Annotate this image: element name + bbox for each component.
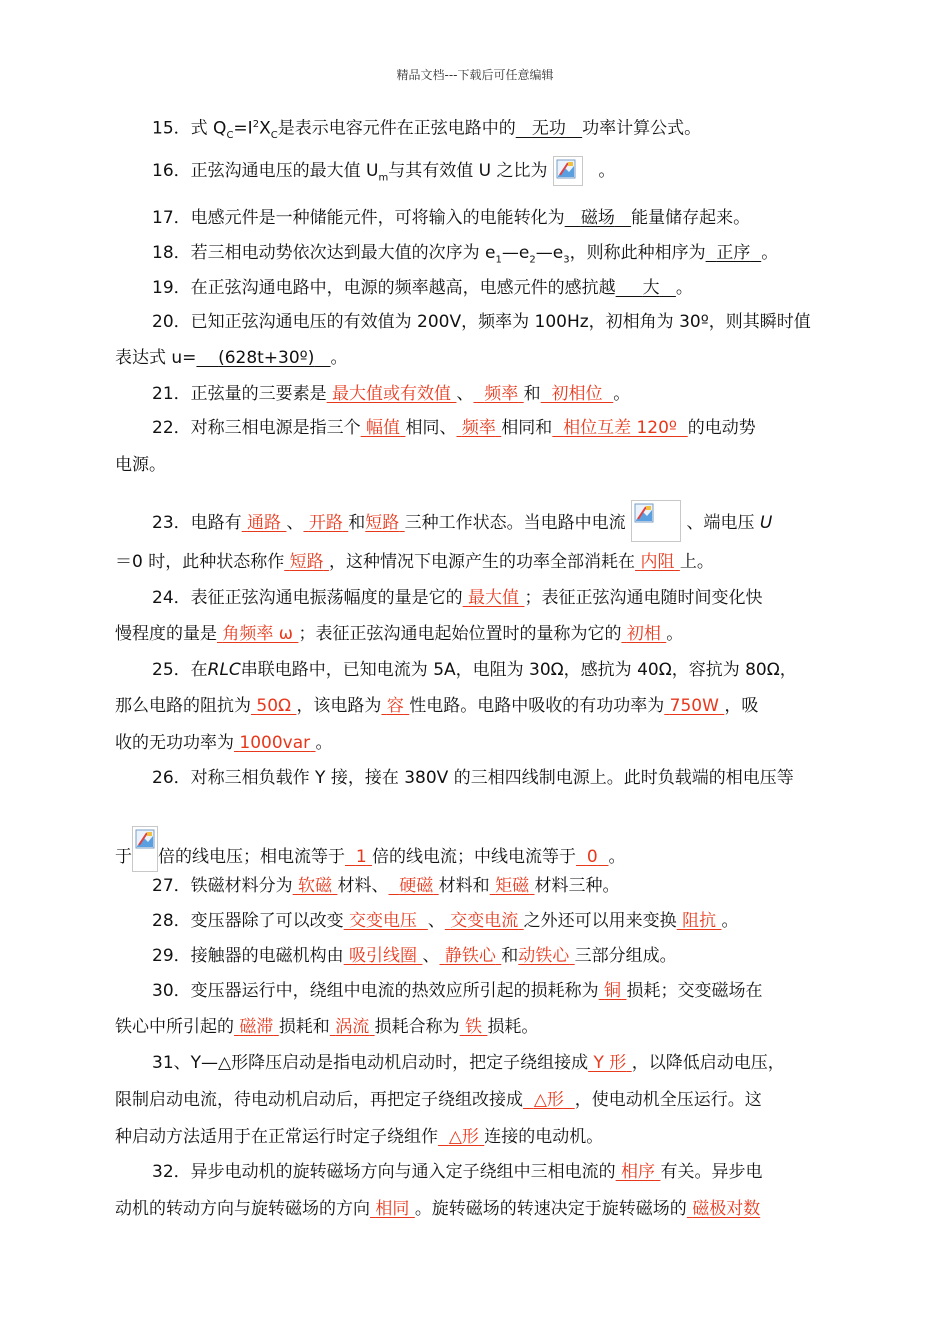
q21-text4: 。: [613, 384, 631, 404]
q15-sub2: C: [270, 130, 278, 142]
q23-text: 电路有: [190, 513, 242, 533]
q29-text4: 三部分组成。: [574, 946, 677, 966]
q24-text: 表征正弦沟通电振荡幅度的量是它的: [190, 588, 463, 608]
q21-text3: 和: [523, 384, 541, 404]
q18-text2: —e: [501, 243, 530, 263]
q29-answer-3: 动铁心: [518, 946, 570, 966]
q18-text5: 。: [761, 243, 779, 263]
q26-number: 26．: [152, 768, 191, 788]
q32-text4: 。旋转磁场的转速决定于旋转磁场的: [414, 1199, 687, 1219]
q17-text2: 能量储存起来。: [631, 208, 751, 228]
q29-line: [152, 944, 677, 968]
q26-text4: 倍的线电流；中线电流等于: [372, 847, 577, 867]
q29-answer-2: 静铁心: [444, 946, 496, 966]
q23-text7: ，这种情况下电源产生的功率全部消耗在: [329, 552, 636, 572]
q30-line-1: [152, 979, 762, 1003]
q16-number: 16．: [152, 161, 191, 181]
q31-line-3: [115, 1125, 603, 1149]
q31-line-2: [115, 1088, 762, 1112]
q29-text3: 和: [501, 946, 519, 966]
q22-line-2: [115, 453, 166, 477]
q27-line: [152, 874, 619, 898]
q30-text2: 损耗；交变磁场在: [626, 981, 763, 1001]
q28-line: [152, 909, 738, 933]
q25-answer-1: 50Ω: [256, 696, 292, 716]
q18-text3: —e: [535, 243, 564, 263]
q30-text5: 损耗合称为: [374, 1017, 460, 1037]
q24-line-1: [152, 586, 762, 610]
q22-text2: 相同、: [405, 418, 457, 438]
q30-answer-4: 铁: [465, 1017, 483, 1037]
q25-text5: 性电路。电路中吸收的有功功率为: [409, 696, 665, 716]
q15-text5: 功率计算公式。: [582, 118, 702, 139]
q25-answer-2: 容: [386, 696, 404, 716]
q25-text: 在: [190, 660, 208, 680]
q25-rlc: RLC: [207, 660, 241, 680]
q21-text2: 、: [456, 384, 474, 404]
q21-number: 21．: [152, 384, 191, 404]
q31-number: 31、: [152, 1053, 191, 1073]
q15-text3: X: [259, 118, 271, 139]
q16-text3: 。: [598, 161, 616, 181]
q32-text3: 动机的转动方向与旋转磁场的方向: [115, 1199, 370, 1219]
q27-text4: 材料三种。: [534, 876, 620, 896]
q28-text: 变压器除了可以改变: [190, 911, 344, 931]
q15-answer-1: 无功: [531, 118, 566, 139]
q31-answer-1: Y 形: [593, 1053, 627, 1073]
q25-line-3: [115, 731, 333, 755]
q26-answer-1: 1: [355, 847, 367, 867]
q28-number: 28．: [152, 911, 191, 931]
q22-text5: 电源。: [115, 455, 166, 475]
q19-text2: 。: [675, 278, 693, 298]
q32-line-1: [152, 1160, 762, 1184]
q17-number: 17．: [152, 208, 191, 228]
q32-number: 32．: [152, 1162, 191, 1182]
q23-answer-4: 短路: [289, 552, 324, 572]
q23-text8: 上。: [679, 552, 714, 572]
q24-number: 24．: [152, 588, 191, 608]
q16-line: [152, 156, 615, 190]
q20-number: 20．: [152, 312, 191, 332]
q17-text: 电感元件是一种储能元件，可将输入的电能转化为: [190, 208, 565, 228]
q26-text3: 倍的线电压；相电流等于: [158, 847, 345, 867]
q25-text8: 。: [315, 733, 333, 753]
q30-answer-2: 磁滞: [239, 1017, 274, 1037]
q31-text: Y—△形降压启动是指电动机启动时，把定子绕组接成: [190, 1053, 589, 1073]
q27-text3: 材料和: [438, 876, 490, 896]
q21-line: [152, 382, 630, 406]
q32-answer-3: 磁极对数: [692, 1199, 761, 1219]
q24-text4: ；表征正弦沟通电起始位置时的量称为它的: [298, 624, 622, 644]
q15-text4: 是表示电容元件在正弦电路中的: [277, 118, 516, 139]
q23-var-u: U: [759, 513, 773, 533]
q28-answer-2: 交变电流: [450, 911, 519, 931]
q15-number: 15．: [152, 118, 191, 139]
page-header: 精品文档---下载后可任意编辑: [396, 68, 554, 82]
q25-text2: 串联电路中，已知电流为 5A，电阻为 30Ω，感抗为 40Ω，容抗为 80Ω，: [240, 660, 797, 680]
q15-line: [152, 113, 701, 148]
q23-answer-5: 内阻: [640, 552, 675, 572]
q28-text2: 、: [427, 911, 445, 931]
q32-line-2: [115, 1197, 760, 1221]
q18-number: 18．: [152, 243, 191, 263]
q16-sub: m: [378, 172, 389, 184]
q30-text4: 损耗和: [278, 1017, 330, 1037]
q21-answer-3: 初相位: [551, 384, 603, 404]
q20-line-2: [115, 346, 348, 370]
q22-answer-1: 幅值: [366, 418, 401, 438]
q24-answer-2: 角频率 ω: [222, 624, 294, 644]
q20-text3: 。: [330, 348, 348, 368]
q30-number: 30．: [152, 981, 191, 1001]
q26-answer-2: 0: [586, 847, 598, 867]
q26-line-2: [115, 826, 626, 872]
q23-answer-3: 短路: [365, 513, 400, 533]
q30-line-2: [115, 1015, 538, 1039]
q19-number: 19．: [152, 278, 191, 298]
q24-text5: 。: [666, 624, 684, 644]
q31-text2: ，以降低启动电压，: [631, 1053, 785, 1073]
q22-answer-2: 频率: [461, 418, 496, 438]
q22-answer-3: 相位互差 120º: [563, 418, 677, 438]
q26-line-1: [152, 766, 794, 790]
q25-text3: 那么电路的阻抗为: [115, 696, 251, 716]
q21-answer-1: 最大值或有效值: [332, 384, 452, 404]
q23-answer-2: 开路: [308, 513, 343, 533]
q30-answer-3: 涡流: [335, 1017, 370, 1037]
q28-answer-3: 阻抗: [682, 911, 717, 931]
q24-line-2: [115, 622, 683, 646]
q32-answer-1: 相序: [621, 1162, 656, 1182]
q23-text3: 和: [348, 513, 366, 533]
q18-line: [152, 241, 778, 272]
q25-number: 25．: [152, 660, 191, 680]
q29-number: 29．: [152, 946, 191, 966]
q29-answer-1: 吸引线圈: [349, 946, 418, 966]
q22-number: 22．: [152, 418, 191, 438]
q30-text3: 铁心中所引起的: [115, 1017, 234, 1037]
broken-image-icon: [631, 500, 681, 542]
q25-line-2: [115, 694, 758, 718]
q27-text: 铁磁材料分为: [190, 876, 293, 896]
broken-image-icon: [132, 826, 158, 872]
q32-text2: 有关。异步电: [660, 1162, 763, 1182]
q31-text3: 限制启动电流，待电动机启动后，再把定子绕组改接成: [115, 1090, 523, 1110]
q19-line: [152, 276, 693, 300]
q24-answer-3: 初相: [626, 624, 661, 644]
q28-answer-1: 交变电压: [349, 911, 418, 931]
q23-line-1: [152, 500, 772, 542]
q25-answer-4: 1000var: [239, 733, 311, 753]
q17-line: [152, 206, 750, 230]
q17-answer-1: 磁场: [580, 208, 615, 228]
q22-text3: 相同和: [501, 418, 553, 438]
q24-text3: 慢程度的量是: [115, 624, 217, 644]
q30-text6: 损耗。: [487, 1017, 539, 1037]
q20-text2: 表达式 u=: [115, 348, 197, 368]
q25-line-1: [152, 658, 797, 682]
q25-text4: ，该电路为: [296, 696, 382, 716]
q21-text: 正弦量的三要素是: [190, 384, 327, 404]
q18-answer-1: 正序: [716, 243, 751, 263]
q31-answer-2: △形: [533, 1090, 564, 1110]
q24-text2: ；表征正弦沟通电随时间变化快: [524, 588, 763, 608]
q20-line-1: [152, 310, 811, 334]
q29-text2: 、: [422, 946, 440, 966]
q19-text: 在正弦沟通电路中，电源的频率越高，电感元件的感抗越: [190, 278, 616, 298]
q31-text4: ，使电动机全压运行。这: [574, 1090, 762, 1110]
q20-text: 已知正弦沟通电压的有效值为 200V，频率为 100Hz，初相角为 30º，则其瞬时值: [190, 312, 811, 332]
q15-text2: =I: [233, 118, 253, 139]
q29-text: 接触器的电磁机构由: [190, 946, 344, 966]
q27-answer-2: 硬磁: [399, 876, 434, 896]
q30-answer-1: 铜: [604, 981, 622, 1001]
q23-number: 23．: [152, 513, 191, 533]
q31-text5: 种启动方法适用于在正常运行时定子绕组作: [115, 1127, 438, 1147]
q18-text4: ，则称此种相序为: [569, 243, 706, 263]
q23-text5: 、端电压: [686, 513, 755, 533]
q16-text: 正弦沟通电压的最大值 U: [190, 161, 379, 181]
q15-sup: 2: [252, 119, 260, 130]
q19-answer-1: 大: [642, 278, 660, 298]
q23-text2: 、: [286, 513, 304, 533]
q27-answer-3: 矩磁: [495, 876, 530, 896]
q24-answer-1: 最大值: [468, 588, 520, 608]
q15-sub: C: [226, 130, 234, 142]
q31-answer-3: △形: [448, 1127, 479, 1147]
q31-text6: 连接的电动机。: [484, 1127, 604, 1147]
q18-text: 若三相电动势依次达到最大值的次序为 e: [190, 243, 496, 263]
q27-text2: 材料、: [337, 876, 389, 896]
q31-line-1: [152, 1051, 785, 1075]
q16-text2: 与其有效值 U 之比为: [388, 161, 548, 181]
q26-text2: 于: [115, 847, 132, 867]
q32-text: 异步电动机的旋转磁场方向与通入定子绕组中三相电流的: [190, 1162, 616, 1182]
q18-sub3: 3: [563, 254, 570, 266]
q32-answer-2: 相同: [375, 1199, 410, 1219]
q22-line-1: [152, 416, 756, 440]
q27-answer-1: 软磁: [298, 876, 333, 896]
q27-number: 27．: [152, 876, 191, 896]
q23-line-2: [115, 550, 714, 574]
q25-text6: ，吸: [724, 696, 759, 716]
q26-text5: 。: [608, 847, 626, 867]
q21-answer-2: 频率: [484, 384, 519, 404]
q30-text: 变压器运行中，绕组中电流的热效应所引起的损耗称为: [190, 981, 599, 1001]
q22-text: 对称三相电源是指三个: [190, 418, 361, 438]
q23-text6: ＝0 时，此种状态称作: [115, 552, 285, 572]
q26-text: 对称三相负载作 Y 接，接在 380V 的三相四线制电源上。此时负载端的相电压等: [190, 768, 794, 788]
q18-sub2: 2: [529, 254, 536, 266]
q28-text4: 。: [721, 911, 739, 931]
q18-sub1: 1: [495, 254, 502, 266]
broken-image-icon: [553, 156, 583, 186]
q22-text4: 的电动势: [687, 418, 756, 438]
q28-text3: 之外还可以用来变换: [523, 911, 677, 931]
q23-answer-1: 通路: [247, 513, 282, 533]
q15-text: 式 Q: [190, 118, 227, 139]
q25-text7: 收的无功功率为: [115, 733, 234, 753]
q25-answer-3: 750W: [669, 696, 719, 716]
q20-answer-1: (628t+30º): [218, 348, 315, 368]
q23-text4: 三种工作状态。当电路中电流: [404, 513, 626, 533]
